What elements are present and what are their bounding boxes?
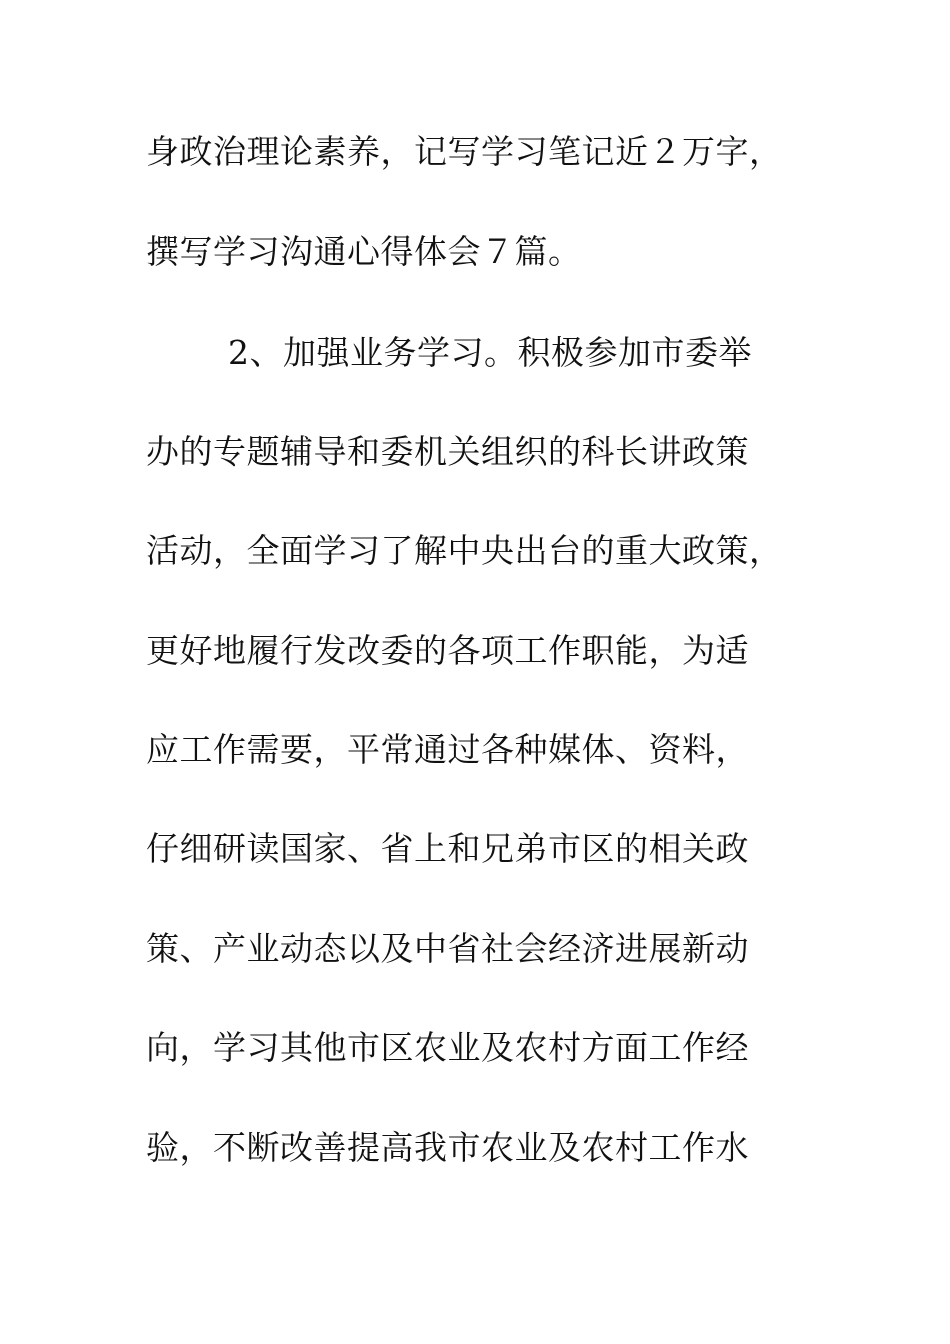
paragraph-line-8: 仔细研读国家、省上和兄弟市区的相关政 xyxy=(146,829,749,868)
paragraph-line-1: 身政治理论素养，记写学习笔记近２万字， xyxy=(146,132,783,171)
paragraph-line-5: 活动，全面学习了解中央出台的重大政策， xyxy=(146,531,783,570)
paragraph-line-9: 策、产业动态以及中省社会经济进展新动 xyxy=(146,929,749,968)
paragraph-line-7: 应工作需要，平常通过各种媒体、资料， xyxy=(146,730,749,769)
paragraph-line-6: 更好地履行发改委的各项工作职能，为适 xyxy=(146,631,749,670)
paragraph-line-3: 2、加强业务学习。积极参加市委举 xyxy=(228,333,752,372)
paragraph-line-2: 撰写学习沟通心得体会７篇。 xyxy=(146,232,582,271)
paragraph-line-11: 验，不断改善提高我市农业及农村工作水 xyxy=(146,1128,749,1167)
paragraph-line-4: 办的专题辅导和委机关组织的科长讲政策 xyxy=(146,432,749,471)
paragraph-line-10: 向，学习其他市区农业及农村方面工作经 xyxy=(146,1028,749,1067)
